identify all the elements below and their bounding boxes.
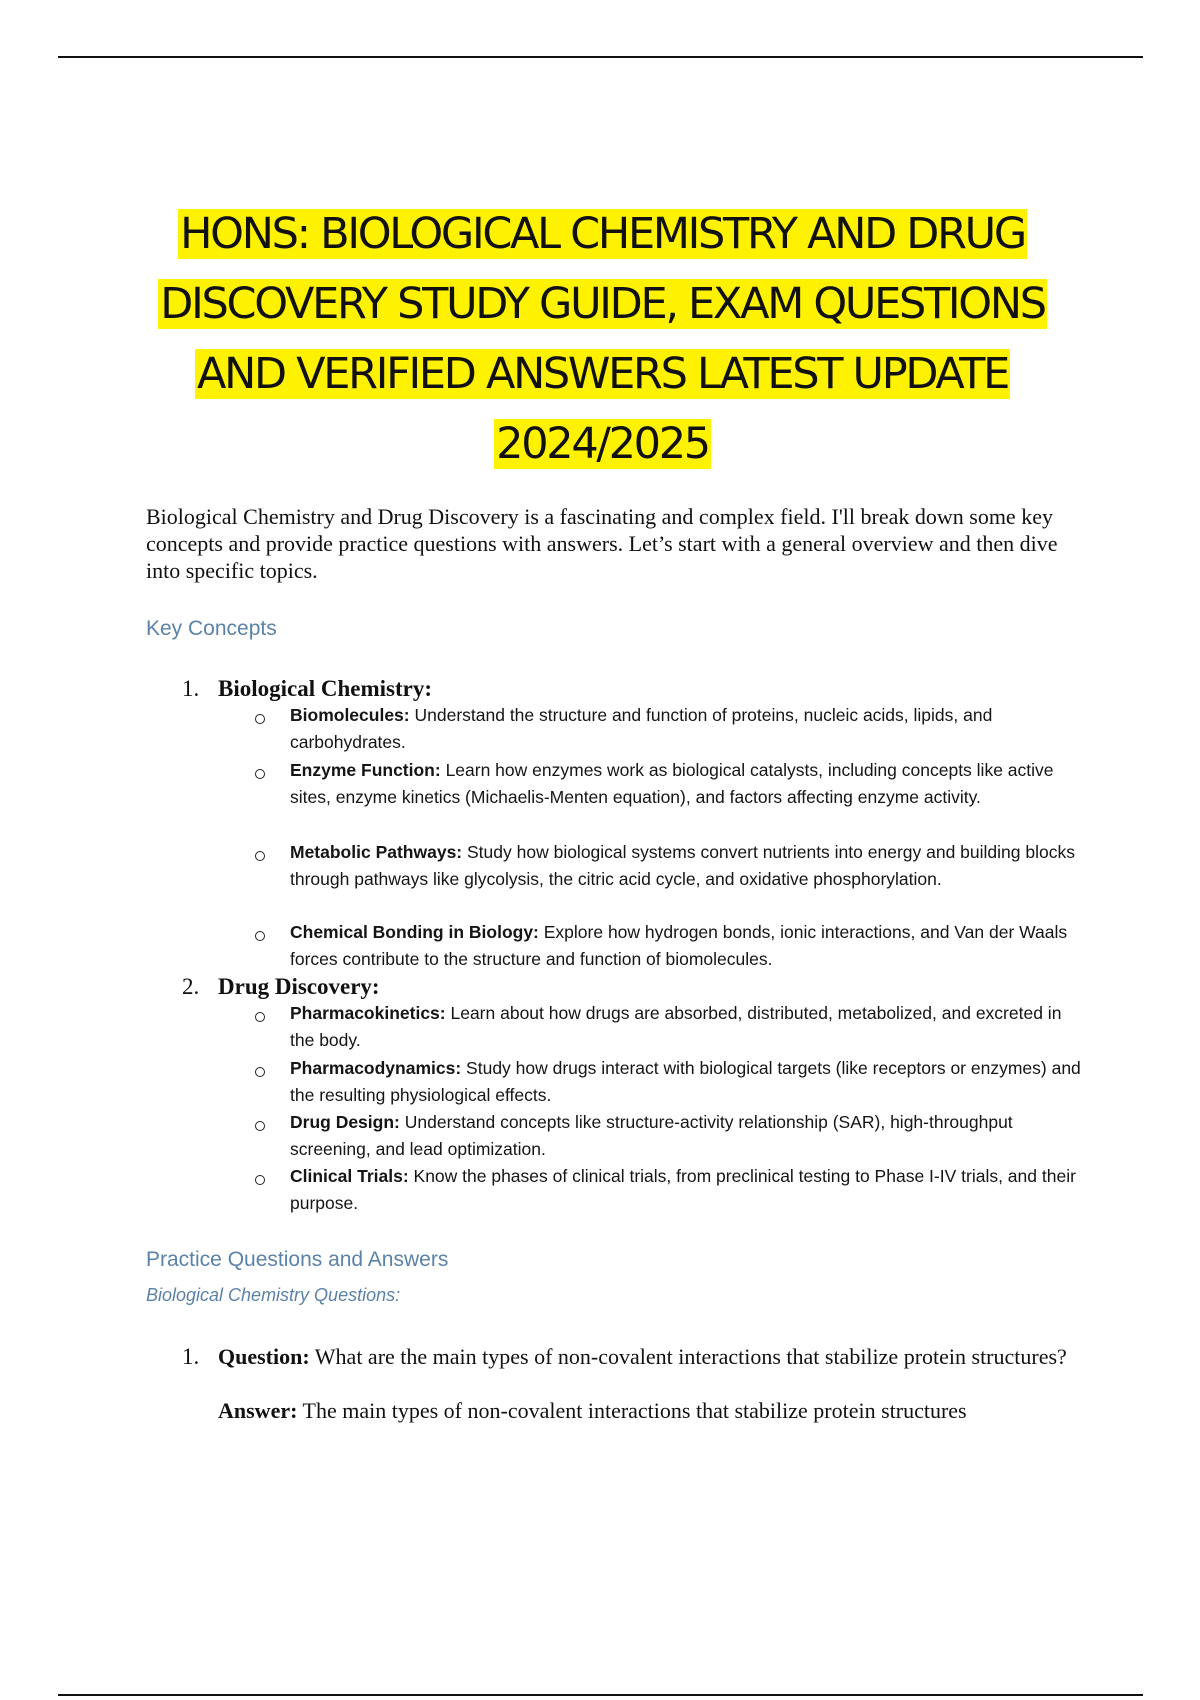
bullet-icon xyxy=(255,851,265,861)
answer-body: The main types of non-covalent interactions that stabilize protein structures xyxy=(297,1398,967,1423)
bullet-icon xyxy=(255,1012,265,1022)
topic-number: 1. xyxy=(182,676,200,701)
list-item xyxy=(290,839,1085,893)
bottom-rule xyxy=(58,1694,1143,1696)
item-term: Pharmacokinetics: xyxy=(290,1003,446,1023)
item-term: Clinical Trials: xyxy=(290,1166,409,1186)
question-text xyxy=(218,1343,1078,1370)
bullet-icon xyxy=(255,931,265,941)
bullet-icon xyxy=(255,714,265,724)
item-text: Understand concepts like structure-activity relationship (SAR), high-throughput screening, and lead optimization. xyxy=(290,1112,1013,1159)
question-label: Question: xyxy=(218,1344,310,1369)
answer-label: Answer: xyxy=(218,1398,298,1423)
item-text: Learn how enzymes work as biological catalysts, including concepts like active sites, enzyme kinetics (Michaelis-Menten equation), and factors affecting enzyme activity. xyxy=(290,760,1054,807)
topic-title-drug-discovery: Drug Discovery: xyxy=(218,974,380,999)
heading-bio-chem-questions: Biological Chemistry Questions: xyxy=(146,1285,401,1305)
item-text: Learn about how drugs are absorbed, distributed, metabolized, and excreted in the body. xyxy=(290,1003,1062,1050)
item-term: Biomolecules: xyxy=(290,705,410,725)
list-item xyxy=(290,1000,1085,1054)
item-term: Drug Design: xyxy=(290,1112,400,1132)
heading-key-concepts: Key Concepts xyxy=(146,617,277,640)
title-line-2: DISCOVERY STUDY GUIDE, EXAM QUESTIONS xyxy=(160,278,1045,329)
list-item xyxy=(290,1055,1085,1109)
list-item xyxy=(290,757,1085,811)
item-text: Explore how hydrogen bonds, ionic interactions, and Van der Waals forces contribute to the structure and function of biomolecules. xyxy=(290,922,1068,969)
item-text: Study how drugs interact with biological targets (like receptors or enzymes) and the resulting physiological effects. xyxy=(290,1058,1081,1105)
item-term: Chemical Bonding in Biology: xyxy=(290,922,539,942)
item-term: Metabolic Pathways: xyxy=(290,842,463,862)
item-term: Enzyme Function: xyxy=(290,760,441,780)
heading-practice-questions: Practice Questions and Answers xyxy=(146,1248,449,1271)
bullet-icon xyxy=(255,1067,265,1077)
title-line-3: AND VERIFIED ANSWERS LATEST UPDATE xyxy=(196,348,1009,399)
bullet-icon xyxy=(255,1175,265,1185)
topic-title-biological-chemistry: Biological Chemistry: xyxy=(218,676,432,701)
list-item xyxy=(290,919,1085,973)
intro-paragraph: Biological Chemistry and Drug Discovery is a fascinating and complex field. I'll break down some key concepts and provide practice questions with answers. Let’s start with a general overview and then dive into specific topics. xyxy=(146,504,1058,583)
list-item xyxy=(290,702,1085,756)
item-term: Pharmacodynamics: xyxy=(290,1058,462,1078)
topic-number: 2. xyxy=(182,974,200,999)
item-text: Study how biological systems convert nutrients into energy and building blocks through pathways like glycolysis, the citric acid cycle, and oxidative phosphorylation. xyxy=(290,842,1075,889)
title-line-4: 2024/2025 xyxy=(496,418,709,469)
question-number: 1. xyxy=(182,1344,200,1369)
document-title xyxy=(80,199,1125,479)
title-line-1: HONS: BIOLOGICAL CHEMISTRY AND DRUG xyxy=(180,208,1025,259)
bullet-icon xyxy=(255,769,265,779)
question-body: What are the main types of non-covalent interactions that stabilize protein structures? xyxy=(309,1344,1067,1369)
answer-text xyxy=(218,1397,1078,1424)
item-text: Understand the structure and function of proteins, nucleic acids, lipids, and carbohydrates. xyxy=(290,705,993,752)
bullet-icon xyxy=(255,1121,265,1131)
item-text: Know the phases of clinical trials, from preclinical testing to Phase I-IV trials, and their purpose. xyxy=(290,1166,1076,1213)
list-item xyxy=(290,1163,1085,1217)
list-item xyxy=(290,1109,1085,1163)
top-rule xyxy=(58,56,1143,58)
